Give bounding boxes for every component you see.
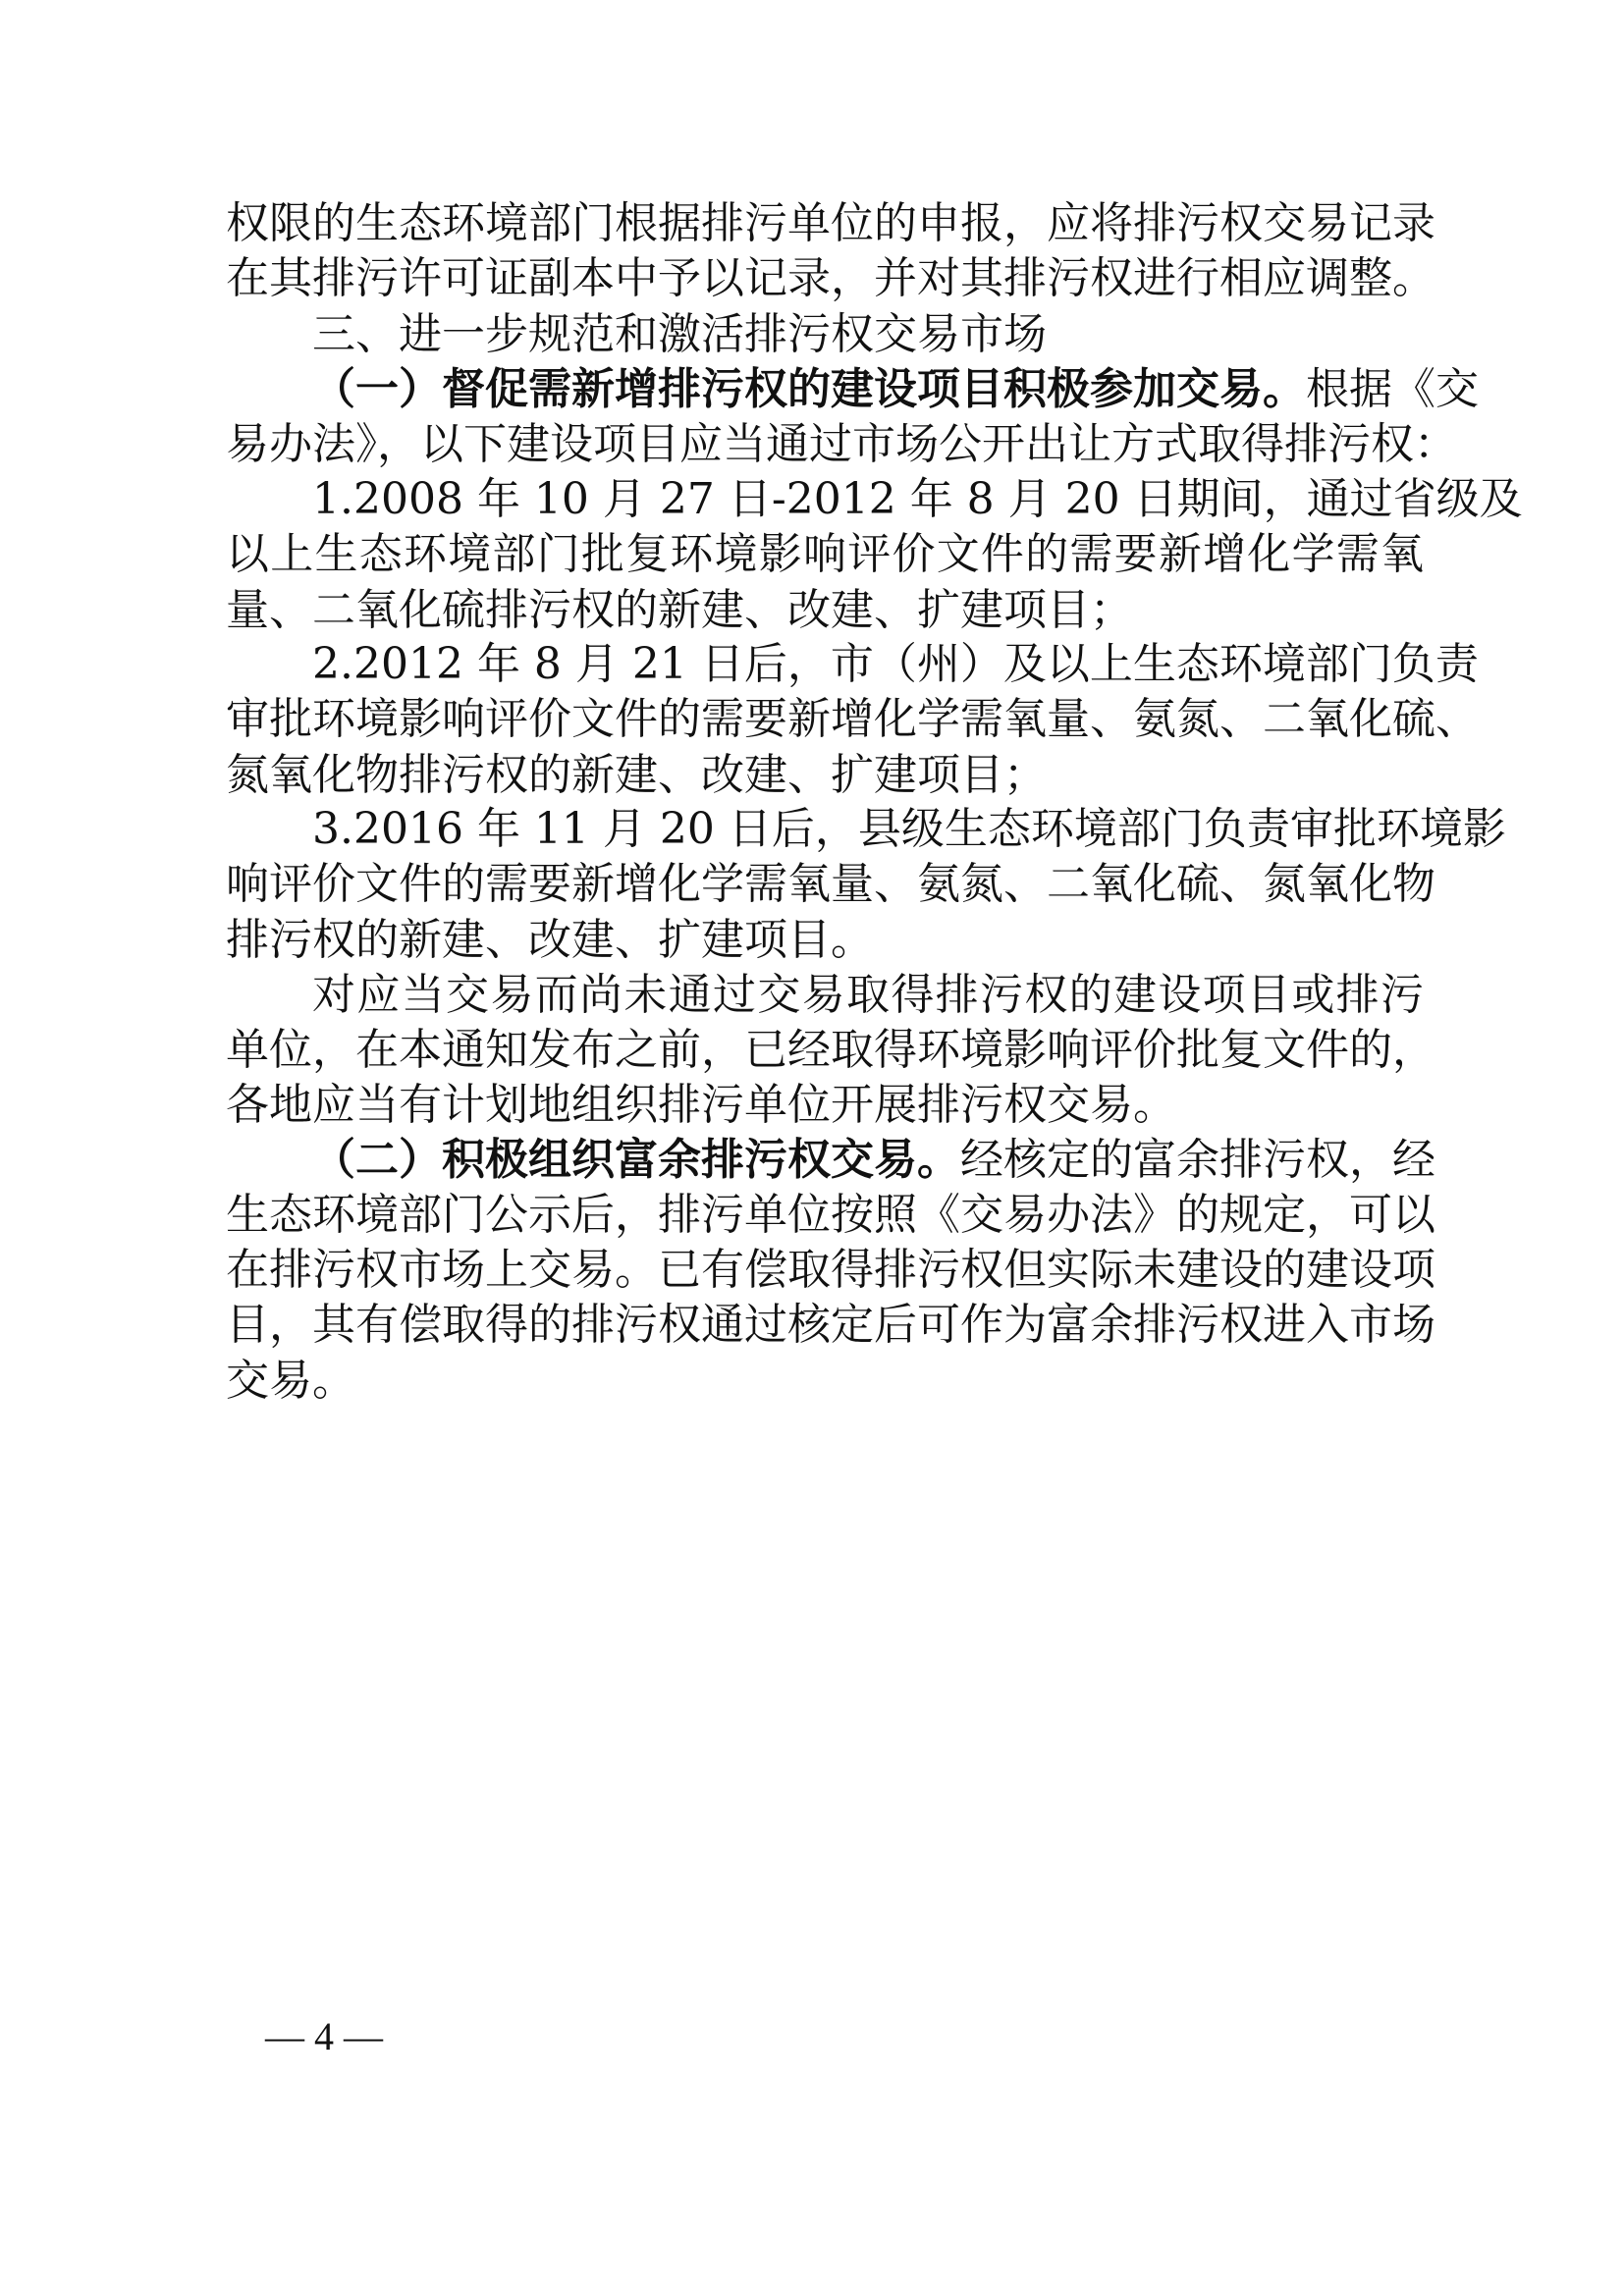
paragraph-line: 目，其有偿取得的排污权通过核定后可作为富余排污权进入市场	[226, 1300, 1435, 1350]
paragraph-line	[312, 1131, 1435, 1190]
paragraph-line: 对应当交易而尚未通过交易取得排污权的建设项目或排污	[312, 970, 1424, 1020]
list-item-line: 3.2016 年 11 月 20 日后，县级生态环境部门负责审批环境影	[312, 804, 1506, 854]
list-item-line: 氮氧化物排污权的新建、改建、扩建项目；	[226, 750, 1047, 800]
paragraph-line: 在排污权市场上交易。已有偿取得排污权但实际未建设的建设项	[226, 1245, 1435, 1295]
list-item-line: 排污权的新建、改建、扩建项目。	[226, 915, 874, 965]
paragraph-text: 经核定的富余排污权，经	[960, 1135, 1435, 1185]
paragraph-text: 根据《交	[1306, 364, 1479, 414]
paragraph-line: 生态环境部门公示后，排污单位按照《交易办法》的规定，可以	[226, 1190, 1435, 1240]
paragraph-line: 权限的生态环境部门根据排污单位的申报，应将排污权交易记录	[226, 198, 1435, 248]
list-item-line: 以上生态环境部门批复环境影响评价文件的需要新增化学需氧	[226, 529, 1424, 579]
subsection-heading: （一）督促需新增排污权的建设项目积极参加交易。	[312, 364, 1306, 414]
list-item-line: 量、二氧化硫排污权的新建、改建、扩建项目；	[226, 585, 1133, 635]
section-heading: 三、进一步规范和激活排污权交易市场	[312, 309, 1047, 359]
paragraph-line	[312, 360, 1479, 419]
list-item-line: 1.2008 年 10 月 27 日-2012 年 8 月 20 日期间，通过省级及	[312, 474, 1523, 524]
subsection-heading: （二）积极组织富余排污权交易。	[312, 1135, 960, 1185]
paragraph-line: 在其排污许可证副本中予以记录，并对其排污权进行相应调整。	[226, 253, 1435, 303]
list-item-line: 审批环境影响评价文件的需要新增化学需氧量、氨氮、二氧化硫、	[226, 694, 1479, 744]
list-item-line: 2.2012 年 8 月 21 日后，市（州）及以上生态环境部门负责	[312, 639, 1479, 689]
paragraph-line: 各地应当有计划地组织排污单位开展排污权交易。	[226, 1080, 1176, 1130]
list-item-line: 响评价文件的需要新增化学需氧量、氨氮、二氧化硫、氮氧化物	[226, 859, 1435, 909]
paragraph-line: 交易。	[226, 1356, 355, 1406]
paragraph-line: 易办法》，以下建设项目应当通过市场公开出让方式取得排污权：	[226, 419, 1457, 469]
page-number: — 4 —	[265, 2014, 383, 2058]
paragraph-line: 单位，在本通知发布之前，已经取得环境影响评价批复文件的，	[226, 1025, 1435, 1075]
